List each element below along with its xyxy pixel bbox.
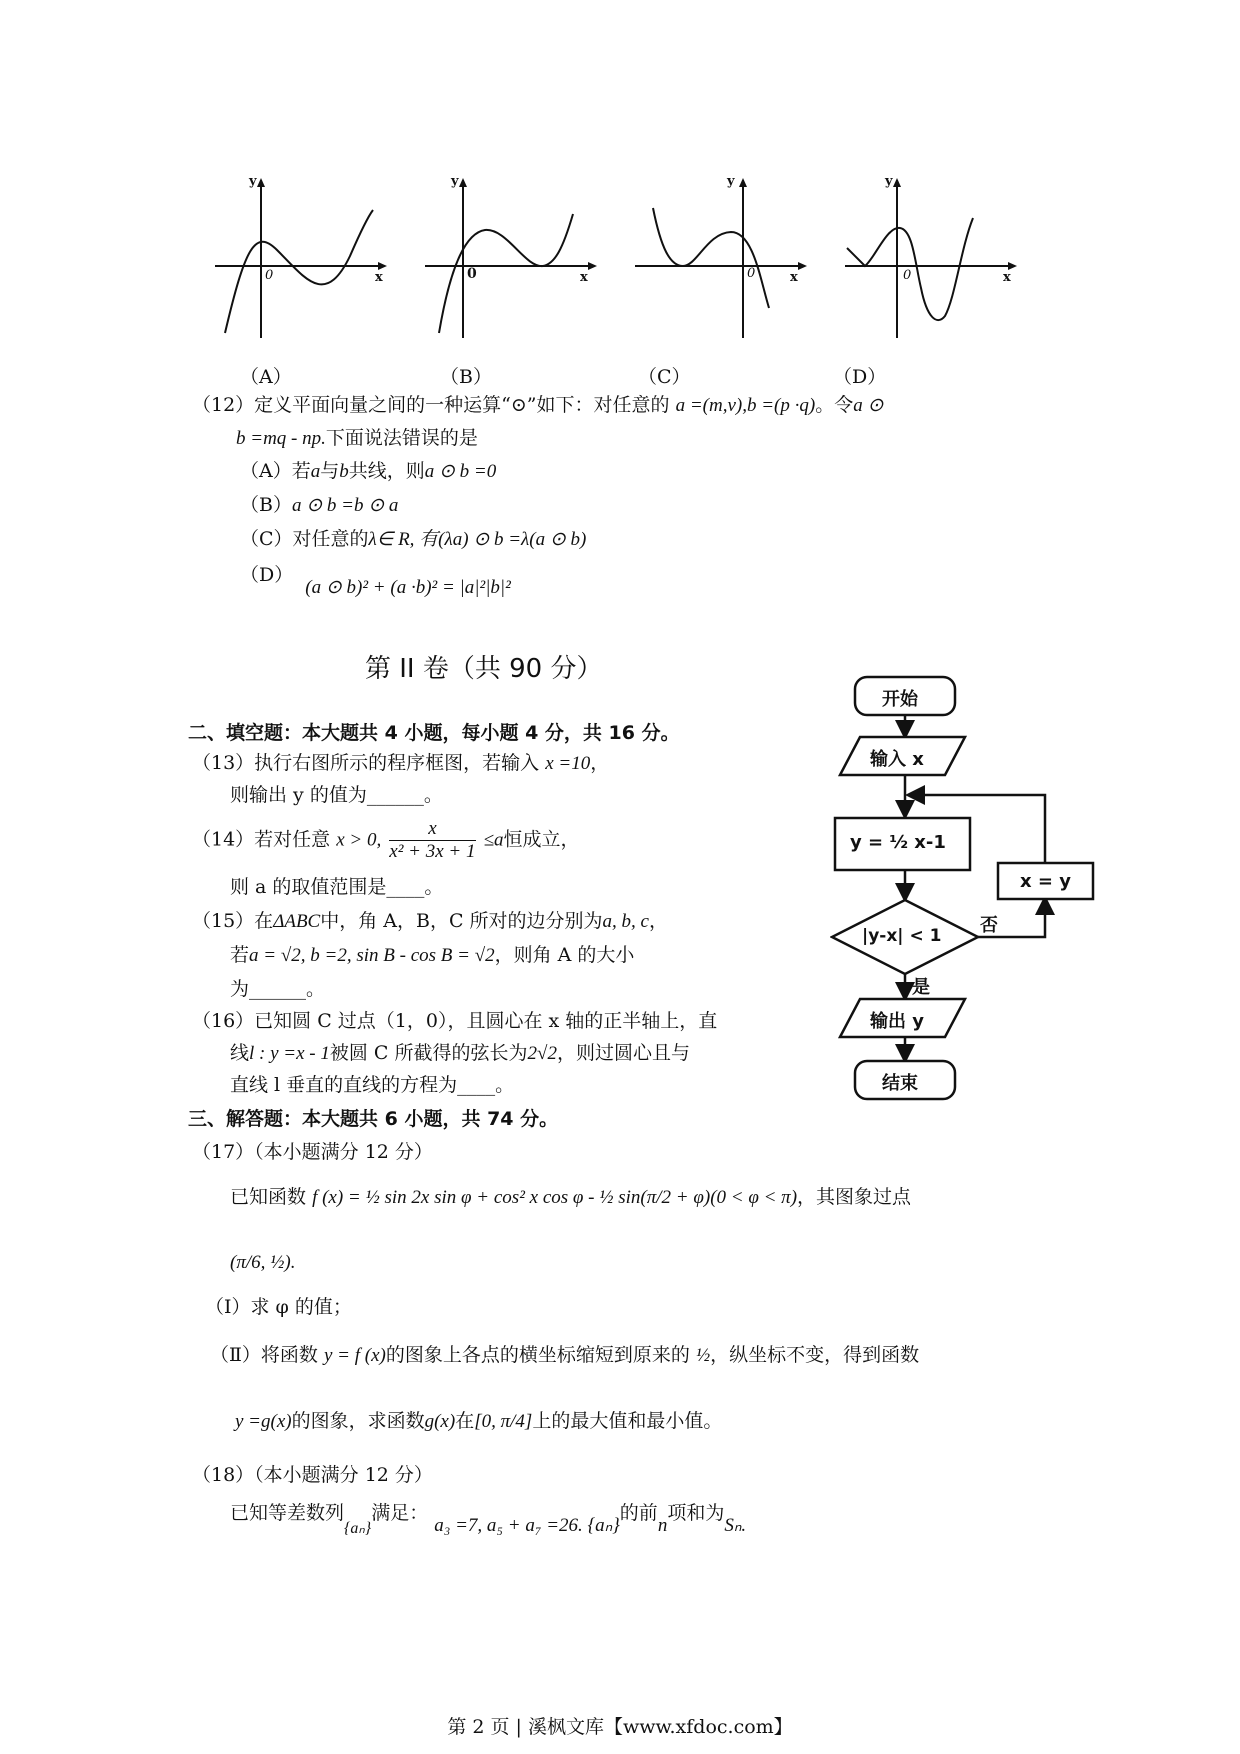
flowchart xyxy=(830,675,1100,1115)
q17-text: 已知函数 xyxy=(230,1186,307,1208)
q17-math: y =g(x) xyxy=(235,1411,292,1432)
q12-math: a =(m,v),b =(p ·q) xyxy=(675,395,816,416)
q17-math: g(x) xyxy=(424,1411,456,1432)
q15-text: ，则角 A 的大小 xyxy=(494,944,635,966)
q13-text: （13）执行右图所示的程序框图，若输入 xyxy=(192,752,540,774)
y-axis-label: y xyxy=(727,174,735,189)
q14-text: 恒成立， xyxy=(503,828,580,851)
q12-option-b xyxy=(240,490,398,517)
q17-part1: （Ⅰ）求 φ 的值； xyxy=(205,1296,352,1318)
q16-math: 2√2 xyxy=(527,1043,557,1064)
q12-option-c xyxy=(240,524,586,551)
q17-math: ½ xyxy=(695,1345,711,1366)
caption-a: （A） xyxy=(240,366,292,388)
fraction-denominator: x² + 3x + 1 xyxy=(389,841,476,862)
q18-text: 已知等差数列 xyxy=(230,1502,345,1524)
x-axis-label: x xyxy=(580,270,588,285)
option-text: 与 xyxy=(320,460,340,482)
q13-math: x =10 xyxy=(545,753,591,774)
q16-line1: （16）已知圆 C 过点（1，0），且圆心在 x 轴的正半轴上，直 xyxy=(192,1010,718,1032)
caption-d: （D） xyxy=(833,366,887,388)
graph-a xyxy=(215,174,387,338)
flow-end: 结束 xyxy=(882,1073,918,1094)
flow-start: 开始 xyxy=(882,689,918,710)
q15-line2 xyxy=(230,940,634,967)
graph-b xyxy=(425,174,597,338)
q12-math: b =mq - np. xyxy=(236,428,326,449)
q12-option-a xyxy=(240,456,496,483)
q15-math: a, b, c xyxy=(602,911,649,932)
flow-yes-label: 是 xyxy=(912,977,930,998)
x-axis-label: x xyxy=(375,270,383,285)
q16-text: ，则过圆心且与 xyxy=(556,1042,690,1064)
q17-text: ，纵坐标不变，得到函数 xyxy=(710,1344,920,1366)
fraction-numerator: x xyxy=(389,818,475,841)
q17-math: [0, π/4] xyxy=(474,1411,533,1432)
flow-input: 输入 x xyxy=(870,749,924,770)
q15-math: a = √2, b =2, sin B - cos B = √2 xyxy=(249,945,495,966)
q12-text: 下面说法错误的是 xyxy=(325,427,478,449)
q14-fraction xyxy=(389,818,475,863)
x-axis-label: x xyxy=(790,270,798,285)
q12-text: （12）定义平面向量之间的一种运算“⊙”如下：对任意的 xyxy=(192,394,670,416)
option-label: （C）对任意的 xyxy=(240,528,369,550)
part2-title: 第 II 卷（共 90 分） xyxy=(365,654,603,684)
q14-line2: 则 a 的取值范围是____。 xyxy=(230,876,444,898)
option-math: a xyxy=(310,461,321,482)
q16-line2 xyxy=(230,1038,690,1065)
q14-math: ≤a xyxy=(483,829,504,851)
flow-output: 输出 y xyxy=(870,1011,924,1032)
q16-text: 被圆 C 所截得的弦长为 xyxy=(329,1042,528,1064)
q15-text: 中，角 A，B，C 所对的边分别为 xyxy=(320,910,603,932)
q18-title: （18）（本小题满分 12 分） xyxy=(192,1464,433,1486)
option-label: （A）若 xyxy=(240,460,311,482)
option-label: （B） xyxy=(240,494,292,516)
q12-line2 xyxy=(236,423,478,450)
q15-math: ΔABC xyxy=(273,911,321,932)
origin-label: 0 xyxy=(903,268,912,283)
q12-option-d xyxy=(240,560,511,598)
option-label: （D） xyxy=(240,564,294,586)
q12-math: a ⊙ xyxy=(853,395,884,416)
caption-c: （C） xyxy=(638,366,691,388)
option-math: a ⊙ b =0 xyxy=(424,461,497,482)
q17-text: 的图象，求函数 xyxy=(291,1410,425,1432)
origin-label: 0 xyxy=(467,266,477,282)
q15-text: （15）在 xyxy=(192,910,274,932)
q15-line1 xyxy=(192,906,668,933)
q17-title: （17）（本小题满分 12 分） xyxy=(192,1141,433,1163)
q18-math: a₃ =7, a₅ + a₇ =26. {aₙ} xyxy=(434,1515,620,1536)
q16-math: l : y =x - 1 xyxy=(249,1043,330,1064)
option-math: λ∈ R, 有(λa) ⊙ b =λ(a ⊙ b) xyxy=(368,529,587,550)
origin-label: 0 xyxy=(265,268,274,283)
q17-math: f (x) = ½ sin 2x sin φ + cos² x cos φ - ½ sin(π/2 + φ)(0 < φ < π) xyxy=(312,1187,798,1208)
q15-line3: 为______。 xyxy=(230,978,326,1000)
flow-process: y = ½ x-1 xyxy=(850,832,946,853)
graph-c xyxy=(635,174,807,338)
q17-text: 在 xyxy=(455,1410,475,1432)
q15-text: 若 xyxy=(230,944,250,966)
q15-text: ， xyxy=(648,910,668,932)
q17-text: （Ⅱ）将函数 xyxy=(210,1344,318,1366)
origin-label: 0 xyxy=(747,266,756,281)
x-axis-label: x xyxy=(1003,270,1011,285)
q17-text: ，其图象过点 xyxy=(797,1186,912,1208)
q18-text: 满足： xyxy=(371,1502,429,1524)
caption-b: （B） xyxy=(440,366,492,388)
q17-math: y = f (x) xyxy=(323,1345,386,1366)
y-axis-label: y xyxy=(451,174,459,189)
option-math: a ⊙ b =b ⊙ a xyxy=(291,495,399,516)
sec2-heading: 二、填空题：本大题共 4 小题，每小题 4 分，共 16 分。 xyxy=(188,722,680,744)
q13-line2: 则输出 y 的值为______。 xyxy=(230,784,443,806)
q18-math: {aₙ} xyxy=(344,1520,372,1537)
q18-math: n xyxy=(657,1515,668,1536)
q14-line1 xyxy=(192,818,580,863)
y-axis-label: y xyxy=(249,174,257,189)
q18-text: 的前 xyxy=(619,1502,658,1524)
option-text: 共线，则 xyxy=(348,460,425,482)
page-footer: 第 2 页 | 溪枫文库【www.xfdoc.com】 xyxy=(447,1716,793,1738)
q17-point: (π/6, ½). xyxy=(230,1252,296,1273)
flow-assign: x = y xyxy=(1020,871,1071,892)
q17-part2-line2 xyxy=(235,1406,722,1433)
q14-text: （14）若对任意 xyxy=(192,828,331,851)
q17-text: 的图象上各点的横坐标缩短到原来的 xyxy=(385,1344,690,1366)
q18-text: 项和为 xyxy=(667,1502,725,1524)
q12-text: 。令 xyxy=(815,394,854,416)
q17-text: 上的最大值和最小值。 xyxy=(532,1410,723,1432)
q12-line1 xyxy=(192,390,883,417)
flow-decision: |y-x| < 1 xyxy=(862,926,942,946)
flow-no-label: 否 xyxy=(980,915,998,936)
q16-line3: 直线 l 垂直的直线的方程为____。 xyxy=(230,1074,515,1096)
graph-d xyxy=(845,174,1017,338)
q17-part2-line1 xyxy=(210,1340,919,1367)
y-axis-label: y xyxy=(885,174,893,189)
q13-line1 xyxy=(192,748,609,775)
sec3-heading: 三、解答题：本大题共 6 小题，共 74 分。 xyxy=(188,1108,559,1130)
q17-line1 xyxy=(230,1182,911,1209)
q14-math: x > 0, xyxy=(336,829,382,851)
q13-text: ， xyxy=(590,752,610,774)
q16-text: 线 xyxy=(230,1042,250,1064)
option-math: b xyxy=(339,461,349,482)
q18-math: Sₙ. xyxy=(724,1515,747,1536)
option-math: (a ⊙ b)² + (a ·b)² = |a|²|b|² xyxy=(305,577,511,598)
q18-line1 xyxy=(230,1498,747,1537)
